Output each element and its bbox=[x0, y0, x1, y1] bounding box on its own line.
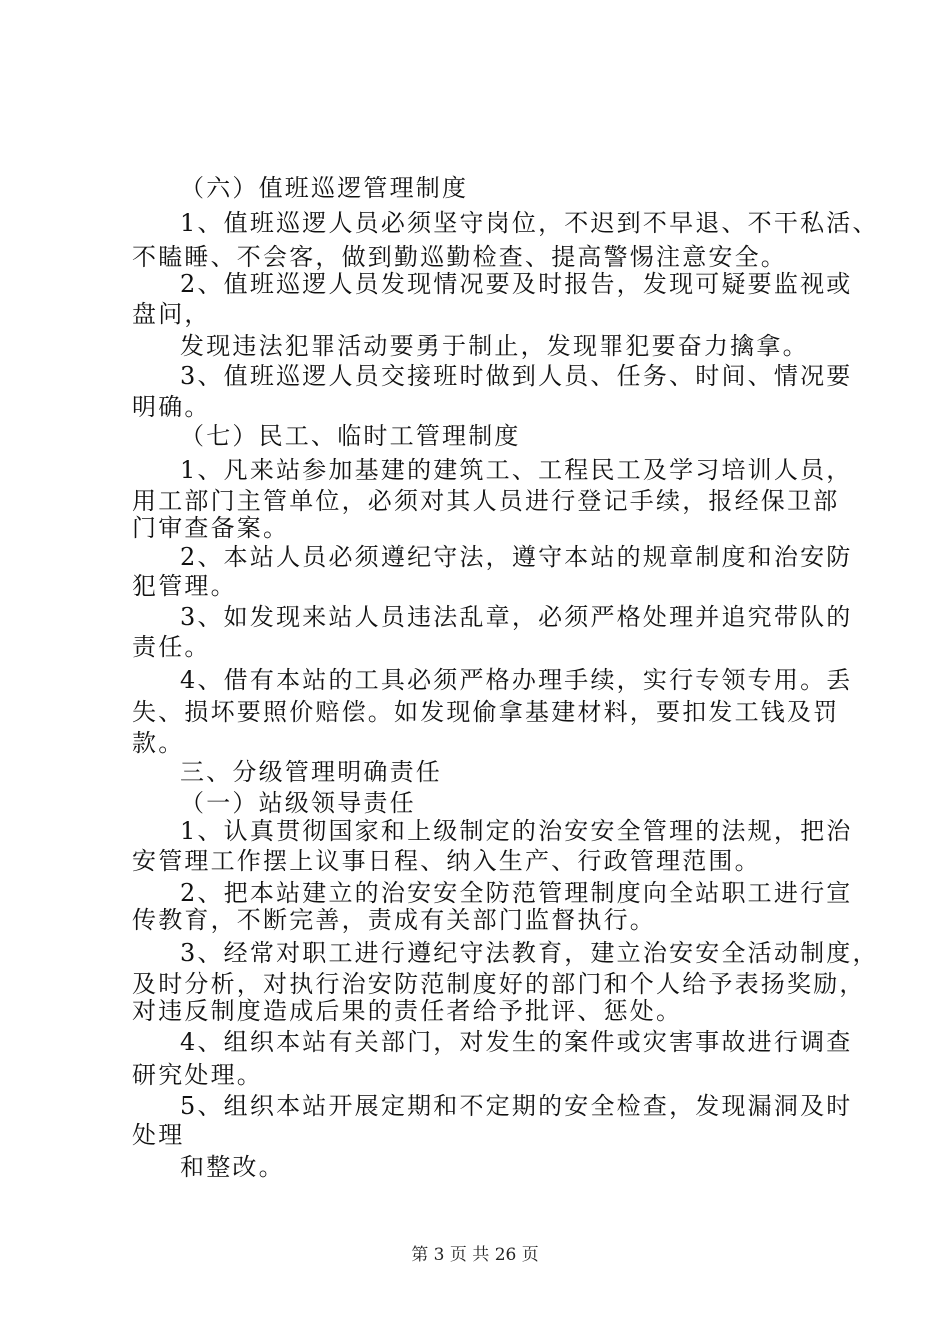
paragraph-line: 明确。 bbox=[132, 393, 211, 421]
paragraph-line: 及时分析，对执行治安防范制度好的部门和个人给予表扬奖励， bbox=[132, 970, 866, 998]
paragraph-line: 2、值班巡逻人员发现情况要及时报告，发现可疑要监视或 bbox=[180, 270, 853, 298]
paragraph-line: 发现违法犯罪活动要勇于制止，发现罪犯要奋力擒拿。 bbox=[180, 332, 809, 360]
section-heading: （七）民工、临时工管理制度 bbox=[180, 422, 521, 450]
page-number-footer: 第 3 页 共 26 页 bbox=[411, 1245, 539, 1265]
paragraph-line: 3、如发现来站人员违法乱章，必须严格处理并追究带队的 bbox=[180, 603, 853, 631]
paragraph-line: 不瞌睡、不会客，做到勤巡勤检查、提高警惕注意安全。 bbox=[132, 243, 787, 271]
paragraph-line: 5、组织本站开展定期和不定期的安全检查，发现漏洞及时 bbox=[180, 1092, 853, 1120]
paragraph-line: 安管理工作摆上议事日程、纳入生产、行政管理范围。 bbox=[132, 847, 761, 875]
section-heading: 三、分级管理明确责任 bbox=[180, 758, 442, 786]
paragraph-line: 4、组织本站有关部门，对发生的案件或灾害事故进行调查 bbox=[180, 1028, 853, 1056]
paragraph-line: 研究处理。 bbox=[132, 1061, 263, 1089]
paragraph-line: 1、凡来站参加基建的建筑工、工程民工及学习培训人员， bbox=[180, 456, 853, 484]
paragraph-line: 2、本站人员必须遵纪守法，遵守本站的规章制度和治安防 bbox=[180, 543, 853, 571]
paragraph-line: 对违反制度造成后果的责任者给予批评、惩处。 bbox=[132, 997, 683, 1025]
paragraph-line: 门审查备案。 bbox=[132, 514, 290, 542]
paragraph-line: 用工部门主管单位，必须对其人员进行登记手续，报经保卫部 bbox=[132, 487, 840, 515]
paragraph-line: 传教育，不断完善，责成有关部门监督执行。 bbox=[132, 906, 656, 934]
paragraph-line: 处理 bbox=[132, 1121, 185, 1149]
paragraph-line: 犯管理。 bbox=[132, 572, 237, 600]
paragraph-line: 2、把本站建立的治安安全防范管理制度向全站职工进行宣 bbox=[180, 879, 853, 907]
paragraph-line: 责任。 bbox=[132, 633, 211, 661]
paragraph-line: 1、值班巡逻人员必须坚守岗位，不迟到不早退、不干私活、 bbox=[180, 209, 879, 237]
paragraph-line: 和整改。 bbox=[180, 1153, 285, 1181]
section-heading: （六）值班巡逻管理制度 bbox=[180, 174, 469, 202]
paragraph-line: 款。 bbox=[132, 729, 185, 757]
paragraph-line: 4、借有本站的工具必须严格办理手续，实行专领专用。丢 bbox=[180, 666, 853, 694]
paragraph-line: 失、损坏要照价赔偿。如发现偷拿基建材料，要扣发工钱及罚 bbox=[132, 698, 840, 726]
paragraph-line: 盘问， bbox=[132, 300, 211, 328]
paragraph-line: 3、经常对职工进行遵纪守法教育，建立治安安全活动制度， bbox=[180, 939, 879, 967]
paragraph-line: 1、认真贯彻国家和上级制定的治安安全管理的法规，把治 bbox=[180, 817, 853, 845]
section-heading: （一）站级领导责任 bbox=[180, 789, 416, 817]
paragraph-line: 3、值班巡逻人员交接班时做到人员、任务、时间、情况要 bbox=[180, 362, 853, 390]
